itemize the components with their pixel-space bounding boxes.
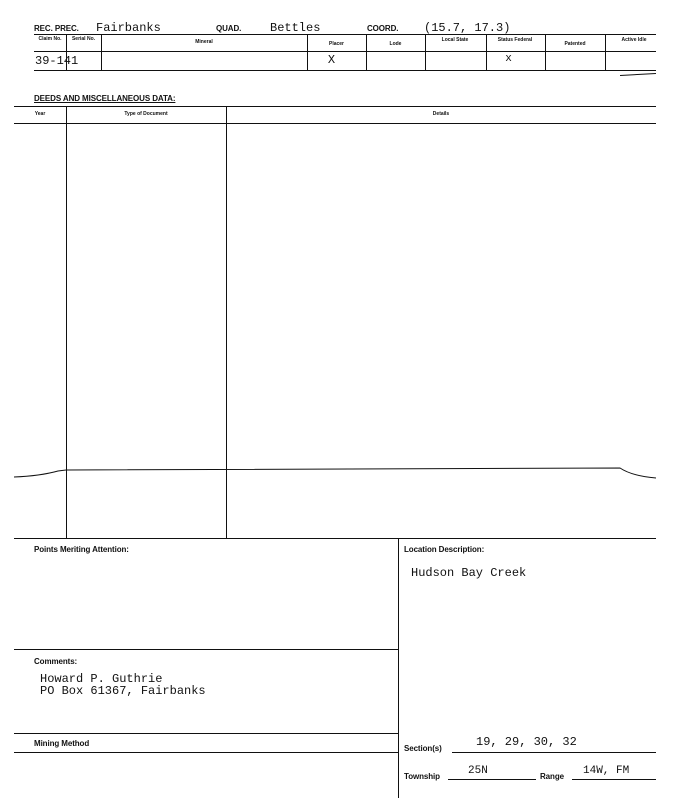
cell-claim-no: 39-141 (35, 54, 79, 68)
col-header-type-of-document: Type of Document (124, 111, 168, 117)
cell-placer: X (327, 53, 336, 67)
rec-prec-value: Fairbanks (96, 21, 161, 35)
col-divider (605, 34, 606, 70)
location-description-label: Location Description: (404, 545, 485, 554)
points-meriting-attention-label: Points Meriting Attention: (34, 545, 129, 554)
claims-table-top-border (34, 34, 656, 35)
coord-value: (15.7, 17.3) (424, 21, 511, 35)
col-divider (425, 34, 426, 70)
range-label: Range (540, 772, 564, 781)
comments-line-1: Howard P. Guthrie (40, 672, 163, 686)
claims-table-header-border (34, 51, 656, 52)
col-header-patented: Patented (564, 41, 586, 47)
col-divider (545, 34, 546, 70)
deeds-title: DEEDS AND MISCELLANEOUS DATA: (34, 94, 176, 103)
location-description-value: Hudson Bay Creek (411, 566, 527, 580)
col-header-active-idle: Active Idle (621, 37, 647, 43)
mining-method-label: Mining Method (34, 739, 90, 748)
col-header-claim-no: Claim No. (38, 36, 62, 42)
rec-prec-label: REC. PREC. (34, 24, 79, 33)
lower-center-divider (398, 538, 399, 798)
col-header-serial-no: Serial No. (71, 36, 96, 42)
col-header-lode: Lode (389, 41, 402, 47)
mining-method-bottom-border (14, 752, 398, 753)
col-header-year: Year (34, 111, 46, 117)
table-edge-mark (620, 73, 656, 76)
col-header-status-federal: Status Federal (497, 37, 533, 43)
quad-label: QUAD. (216, 24, 242, 33)
range-underline (572, 779, 656, 780)
comments-line-2: PO Box 61367, Fairbanks (40, 684, 206, 698)
township-value: 25N (468, 765, 488, 777)
col-header-local-state: Local State (441, 37, 469, 43)
col-header-details: Details (432, 111, 450, 117)
township-underline (448, 779, 536, 780)
sections-underline (452, 752, 656, 753)
col-divider (366, 34, 367, 70)
coord-label: COORD. (367, 24, 399, 33)
quad-value: Bettles (270, 21, 321, 35)
col-header-placer: Placer (328, 41, 344, 47)
range-value: 14W, FM (583, 765, 630, 777)
deeds-bottom-border (14, 538, 656, 539)
deeds-top-border (14, 106, 656, 107)
comments-label: Comments: (34, 657, 78, 666)
page-break-mark (0, 460, 678, 490)
township-label: Township (404, 772, 440, 781)
sections-value: 19, 29, 30, 32 (476, 735, 577, 749)
claims-table-bottom-border (34, 70, 656, 71)
sections-label: Section(s) (404, 744, 442, 753)
mining-method-top-border (14, 733, 398, 734)
comments-top-border (14, 649, 398, 650)
cell-status-federal: x (505, 53, 512, 65)
deeds-header-border (14, 123, 656, 124)
col-header-mineral: Mineral (195, 39, 213, 45)
